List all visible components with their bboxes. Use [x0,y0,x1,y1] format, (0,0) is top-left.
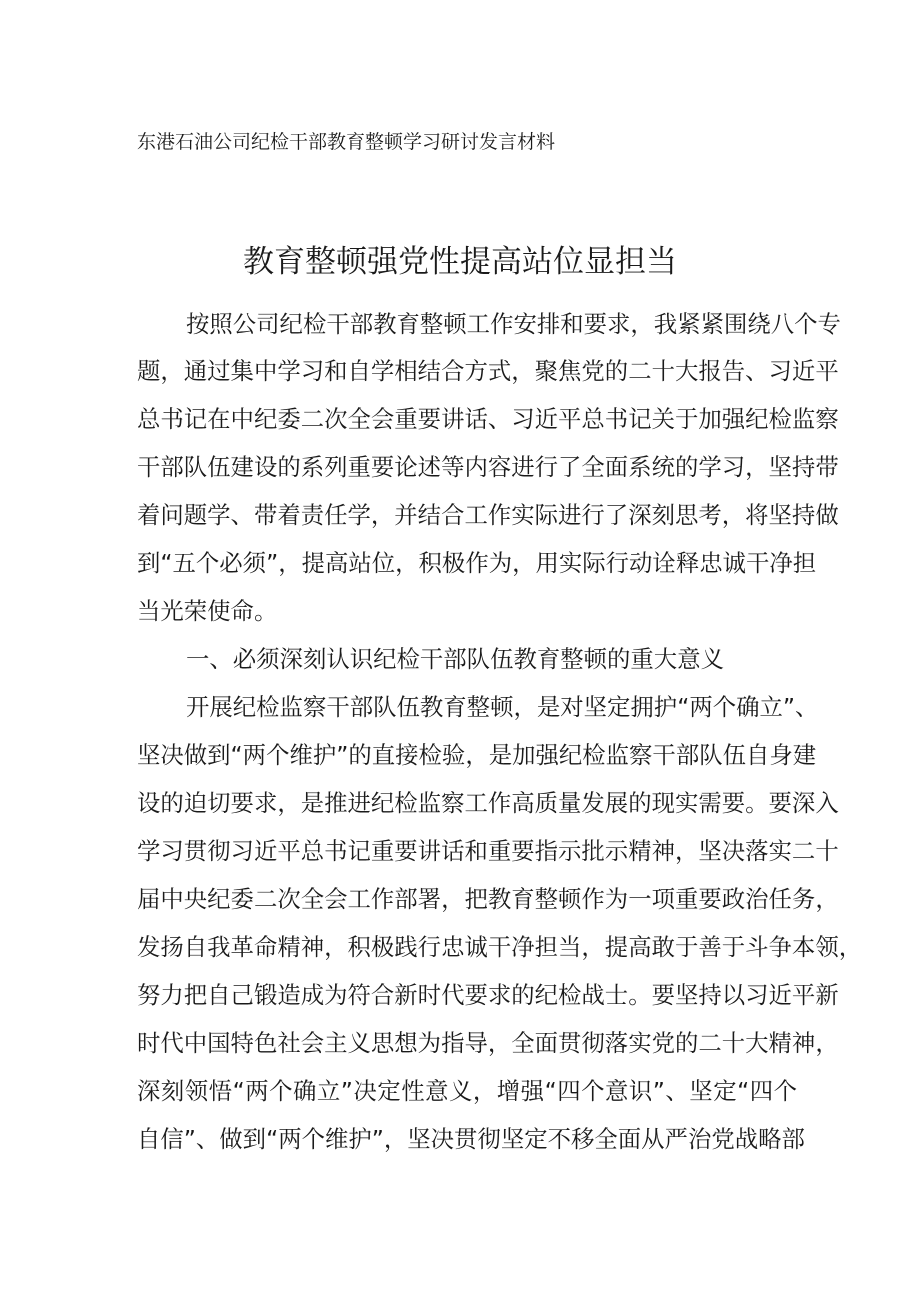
document-header: 东港石油公司纪检干部教育整顿学习研讨发言材料 [137,131,556,153]
paragraph-line: 题，通过集中学习和自学相结合方式，聚焦党的二十大报告、习近平 [137,357,839,385]
paragraph-line: 按照公司纪检干部教育整顿工作安排和要求，我紧紧围绕八个专 [186,310,841,338]
paragraph-line: 届中央纪委二次全会工作部署，把教育整顿作为一项重要政治任务， [137,885,839,913]
paragraph-line: 时代中国特色社会主义思想为指导，全面贯彻落实党的二十大精神， [137,1029,839,1057]
paragraph-line: 总书记在中纪委二次全会重要讲话、习近平总书记关于加强纪检监察 [137,405,839,433]
paragraph-line: 设的迫切要求，是推进纪检监察工作高质量发展的现实需要。要深入 [137,789,839,817]
section-heading: 一、必须深刻认识纪检干部队伍教育整顿的重大意义 [186,645,724,673]
paragraph-line: 着问题学、带着责任学，并结合工作实际进行了深刻思考，将坚持做 [137,501,839,529]
paragraph-line: 学习贯彻习近平总书记重要讲话和重要指示批示精神，坚决落实二十 [137,837,839,865]
paragraph-line: 努力把自己锻造成为符合新时代要求的纪检战士。要坚持以习近平新 [137,981,839,1009]
paragraph-line: 坚决做到“两个维护”的直接检验，是加强纪检监察干部队伍自身建 [137,741,817,769]
paragraph-line: 自信”、做到“两个维护”，坚决贯彻坚定不移全面从严治党战略部 [137,1125,805,1153]
paragraph-line: 发扬自我革命精神，积极践行忠诚干净担当，提高敢于善于斗争本领， [137,933,863,961]
document-title: 教育整顿强党性提高站位显担当 [243,244,677,280]
paragraph-line: 当光荣使命。 [137,597,278,625]
paragraph-line: 到“五个必须”，提高站位，积极作为，用实际行动诠释忠诚干净担 [137,549,817,577]
paragraph-line: 开展纪检监察干部队伍教育整顿，是对坚定拥护“两个确立”、 [186,693,819,721]
paragraph-line: 干部队伍建设的系列重要论述等内容进行了全面系统的学习，坚持带 [137,453,839,481]
paragraph-line: 深刻领悟“两个确立”决定性意义，增强“四个意识”、坚定“四个 [137,1077,797,1105]
